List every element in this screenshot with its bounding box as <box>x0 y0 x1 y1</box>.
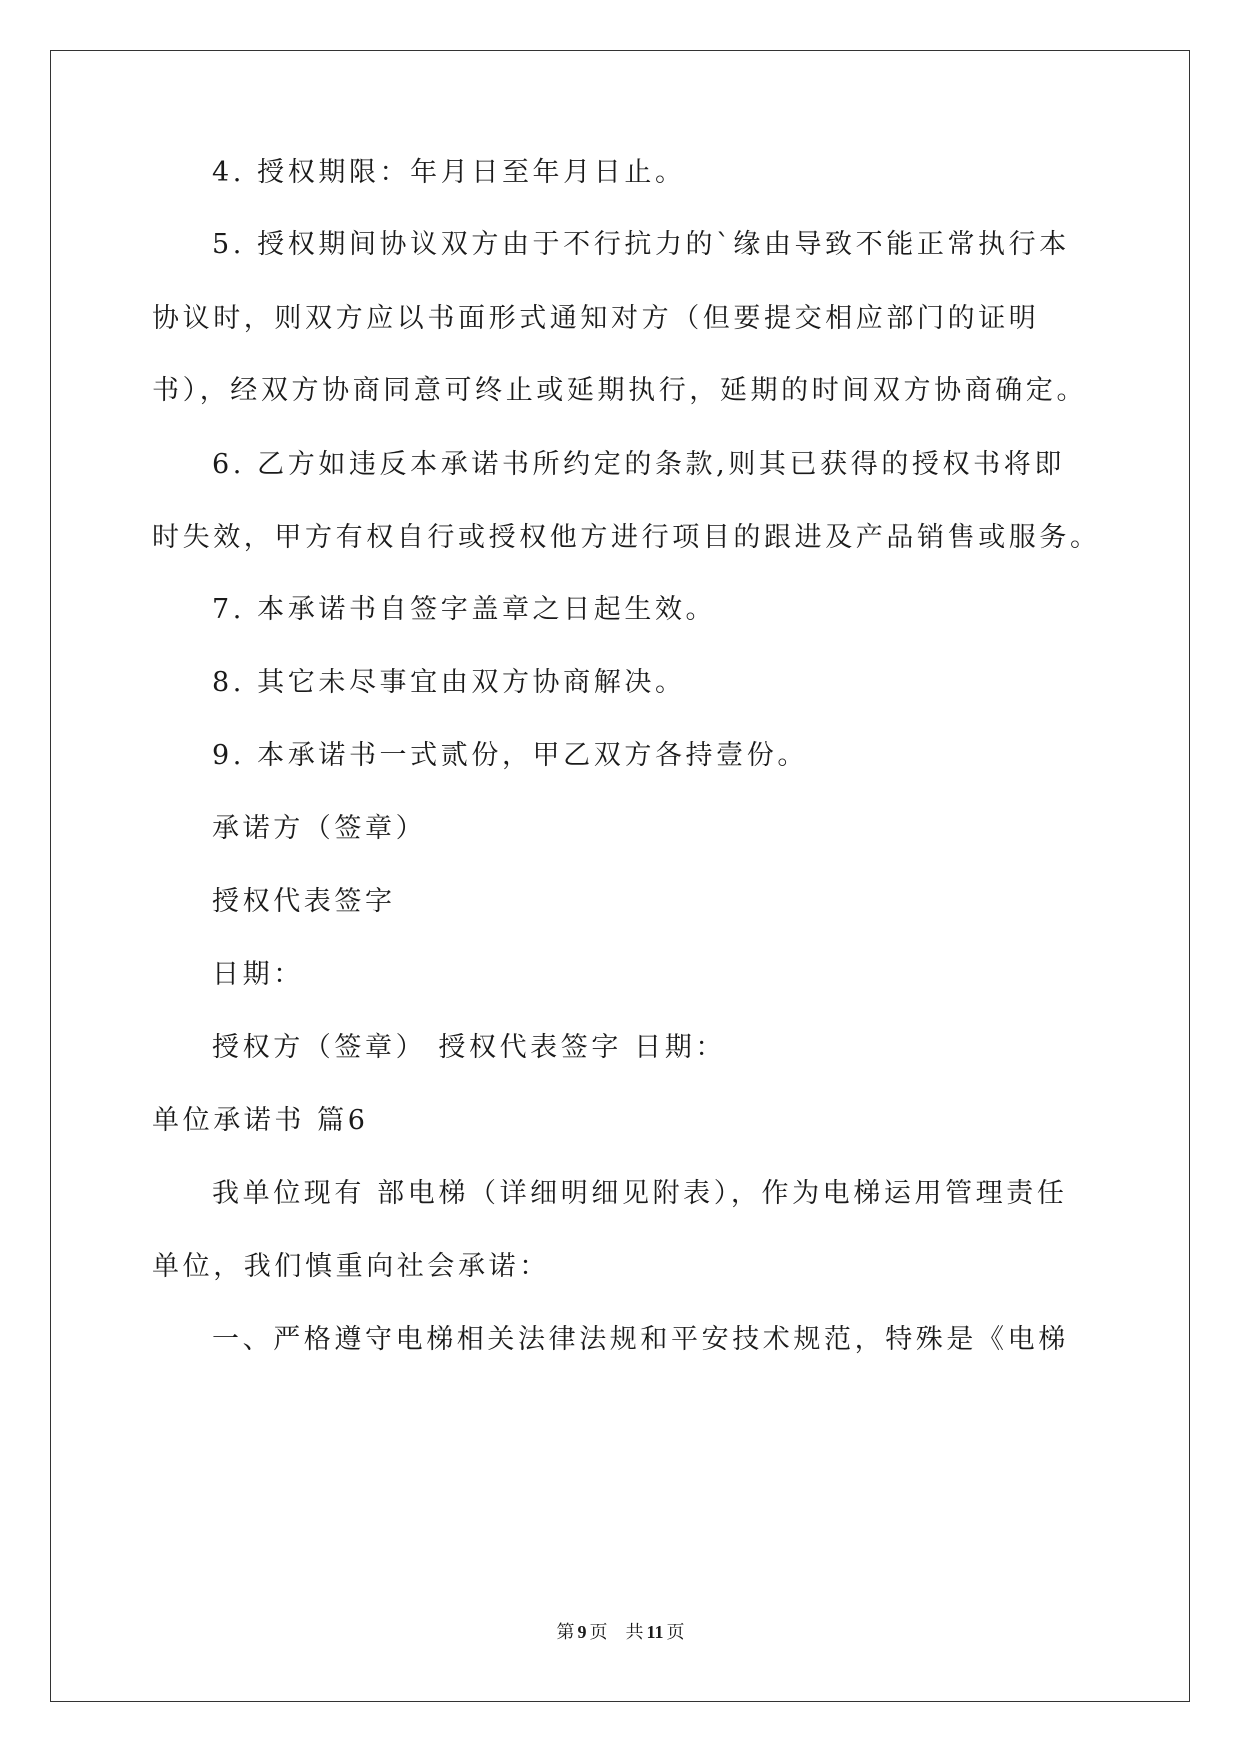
clause-7: 7. 本承诺书自签字盖章之日起生效。 <box>212 594 717 625</box>
section-heading: 单位承诺书 篇6 <box>152 1105 369 1136</box>
paragraph-line-3: 一、严格遵守电梯相关法律法规和平安技术规范，特殊是《电梯 <box>212 1324 1069 1355</box>
page-border <box>50 50 1190 1702</box>
clause-6-line-1: 6. 乙方如违反本承诺书所约定的条款,则其已获得的授权书将即 <box>212 449 1065 480</box>
clause-9: 9. 本承诺书一式贰份，甲乙双方各持壹份。 <box>212 740 808 771</box>
page-number-footer <box>0 1620 1241 1645</box>
authorized-rep-signature-label: 授权代表签字 <box>212 886 396 917</box>
total-page-number: 11 <box>646 1622 664 1642</box>
clause-5-line-3: 书），经双方协商同意可终止或延期执行，延期的时间双方协商确定。 <box>152 375 1088 406</box>
clause-8: 8. 其它未尽事宜由双方协商解决。 <box>212 667 686 698</box>
clause-4: 4. 授权期限：年月日至年月日止。 <box>212 157 686 188</box>
current-page-number: 9 <box>577 1622 587 1642</box>
page-mid: 页 共 <box>589 1622 644 1643</box>
promisor-seal-label: 承诺方（签章） <box>212 813 427 844</box>
paragraph-line-1: 我单位现有 部电梯（详细明细见附表），作为电梯运用管理责任 <box>212 1178 1068 1209</box>
page-prefix: 第 <box>556 1622 575 1643</box>
authorizer-signature-line: 授权方（签章） 授权代表签字 日期： <box>212 1032 726 1063</box>
page-suffix: 页 <box>666 1622 685 1643</box>
clause-6-line-2: 时失效，甲方有权自行或授权他方进行项目的跟进及产品销售或服务。 <box>152 522 1101 553</box>
paragraph-line-2: 单位，我们慎重向社会承诺： <box>152 1251 550 1282</box>
clause-5-line-1: 5. 授权期间协议双方由于不行抗力的`缘由导致不能正常执行本 <box>212 229 1070 260</box>
clause-5-line-2: 协议时，则双方应以书面形式通知对方（但要提交相应部门的证明 <box>152 303 1040 334</box>
date-label: 日期： <box>212 959 304 990</box>
